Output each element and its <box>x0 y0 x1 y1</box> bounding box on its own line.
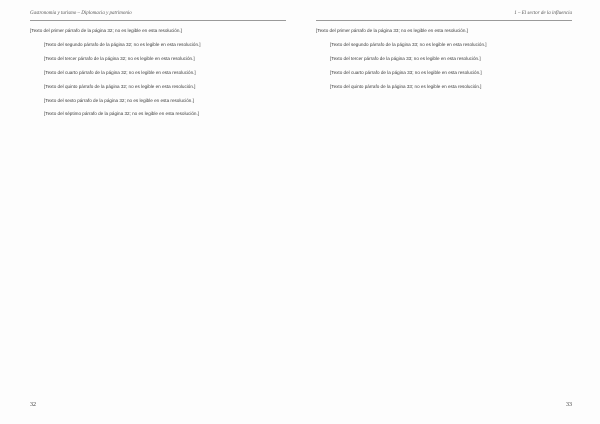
right-page <box>300 0 600 424</box>
left-page-number: 32 <box>30 402 36 408</box>
left-paragraph: [Texto del primer párrafo de la página 32; no es legible en esta resolución.] <box>30 28 182 33</box>
left-paragraph: [Texto del quinto párrafo de la página 32; no es legible en esta resolución.] <box>44 83 196 89</box>
right-page-number: 33 <box>566 402 572 408</box>
right-body-text <box>316 27 572 90</box>
left-paragraph: [Texto del sexto párrafo de la página 32; no es legible en esta resolución.] <box>44 97 194 103</box>
left-header-rule <box>30 20 286 21</box>
left-running-header: Gastronomía y turismo – Diplomacia y patrimonio <box>30 11 132 16</box>
left-paragraph: [Texto del séptimo párrafo de la página 32; no es legible en esta resolución.] <box>44 111 200 117</box>
right-running-header: 1 – El sector de la influencia <box>514 11 572 16</box>
left-body-text <box>30 27 286 118</box>
right-paragraph: [Texto del segundo párrafo de la página 33; no es legible en esta resolución.] <box>330 41 487 47</box>
left-paragraph: [Texto del tercer párrafo de la página 32; no es legible en esta resolución.] <box>44 55 195 61</box>
right-paragraph: [Texto del primer párrafo de la página 33; no es legible en esta resolución.] <box>316 28 468 33</box>
right-paragraph: [Texto del tercer párrafo de la página 33; no es legible en esta resolución.] <box>330 55 481 61</box>
right-paragraph: [Texto del cuarto párrafo de la página 33; no es legible en esta resolución.] <box>330 69 482 75</box>
right-paragraph: [Texto del quinto párrafo de la página 33; no es legible en esta resolución.] <box>330 83 482 89</box>
right-header-rule <box>316 20 572 21</box>
left-paragraph: [Texto del segundo párrafo de la página 32; no es legible en esta resolución.] <box>44 41 201 47</box>
left-paragraph: [Texto del cuarto párrafo de la página 32; no es legible en esta resolución.] <box>44 69 196 75</box>
